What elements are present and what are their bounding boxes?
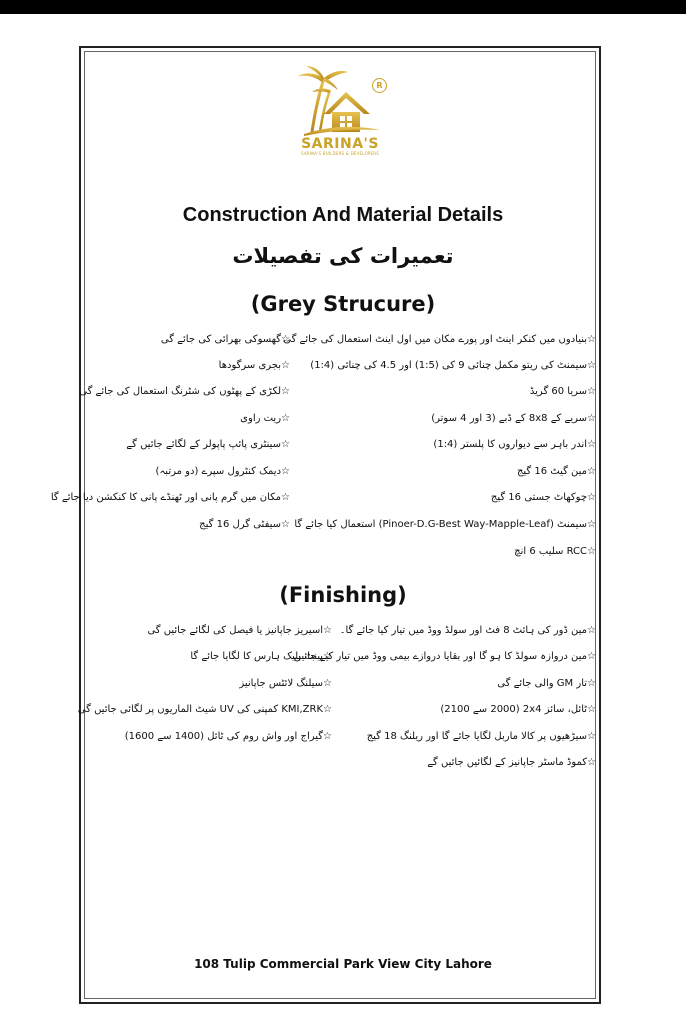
grey-right-item: ☆سریے کے 8x8 کے ڈبے (3 اور 4 سوتر) xyxy=(431,413,596,424)
footer-address: 108 Tulip Commercial Park View City Lahore xyxy=(194,957,492,971)
brand-name: SARINA'S xyxy=(301,136,379,152)
grey-right-item: ☆بنیادوں میں کنکر اینٹ اور پورے مکان میں اول اینٹ استعمال کی جائے گی xyxy=(283,334,596,345)
finishing-right-item: ☆تار GM والی جائے گی xyxy=(497,678,596,689)
grey-left-item: ☆ریت راوی xyxy=(240,413,290,424)
finishing-right-item: ☆مین دروازہ سولڈ کا ہو گا اور بقایا دروازے بیمی ووڈ میں تیار کیے جائیں xyxy=(293,651,596,662)
company-logo xyxy=(290,64,400,156)
grey-left-item: ☆سیفٹی گرل 16 گیج xyxy=(199,519,290,530)
finishing-left-item: ☆سیلنگ لائٹس جاپانیز xyxy=(239,678,332,689)
finishing-right-item: ☆مین ڈور کی ہائٹ 8 فٹ اور سولڈ ووڈ میں تیار کیا جائے گا۔ xyxy=(339,625,596,636)
grey-left-item: ☆لکڑی کے پھٹوں کی شٹرنگ استعمال کی جائے گی xyxy=(79,386,290,397)
brand-tagline: SARINA'S BUILDERS & DEVELOPERS xyxy=(301,151,379,156)
grey-right-item: ☆چوکھاٹ جستی 16 گیج xyxy=(490,492,596,503)
grey-right-item: ☆RCC سلیب 6 انچ xyxy=(514,546,596,557)
urdu-title: تعمیرات کی تفصیلات xyxy=(232,244,454,268)
finishing-left-item: ☆گیراج اور واش روم کی ٹائل (1400 سے 1600) xyxy=(124,731,332,742)
document-title: Construction And Material Details xyxy=(182,204,504,226)
grey-right-item: ☆سیمنٹ (Pinoer-D.G-Best Way-Mapple-Leaf) استعمال کیا جائے گا xyxy=(294,519,596,530)
grey-left-item: ☆دیمک کنٹرول سپرے (دو مرتبہ) xyxy=(155,466,290,477)
grey-left-item: ☆مکان میں گرم پانی اور ٹھنڈے پانی کا کنکشن دیا جائے گا xyxy=(50,492,290,503)
finishing-right-item: ☆سیڑھیوں پر کالا ماربل لگایا جائے گا اور ریلنگ 18 گیج xyxy=(366,731,596,742)
registered-mark: R xyxy=(372,78,387,93)
finishing-right-item: ☆کموڈ ماسٹر جاپانیز کے لگائیں جائیں گے xyxy=(427,757,596,768)
finishing-left-item: ☆KMI,ZRK کمپنی کی UV شیٹ الماریوں پر لگائی جائیں گی xyxy=(77,704,332,715)
grey-structure-heading: (Grey Strucure) xyxy=(250,292,436,316)
finishing-heading: (Finishing) xyxy=(279,583,407,607)
grey-right-item: ☆اندر باہر سے دیواروں کا پلستر (1:4) xyxy=(433,439,596,450)
grey-left-item: ☆گھسوکی بھرائی کی جائے گی xyxy=(160,334,290,345)
finishing-left-item: ☆اسیریز جاپانیز یا فیصل کی لگائے جائیں گی xyxy=(147,625,332,636)
grey-left-item: ☆بجری سرگودھا xyxy=(218,360,290,371)
grey-right-item: ☆سیمنٹ کی ریتو مکمل چنائی 9 کی (1:5) اور 4.5 کی چنائی (1:4) xyxy=(310,360,596,371)
grey-right-item: ☆سریا 60 گریڈ xyxy=(529,386,596,397)
house-palm-logo-icon xyxy=(290,64,390,136)
top-black-bar xyxy=(0,0,686,14)
finishing-right-item: ☆ٹائل، سائز 2x4 (2000 سے 2100) xyxy=(440,704,596,715)
grey-right-item: ☆مین گیٹ 16 گیج xyxy=(516,466,596,477)
finishing-left-item: ☆پینٹ بلیک ہارس کا لگایا جائے گا xyxy=(190,651,332,662)
grey-left-item: ☆سینٹری پائپ پاپولر کے لگائے جائیں گے xyxy=(126,439,290,450)
